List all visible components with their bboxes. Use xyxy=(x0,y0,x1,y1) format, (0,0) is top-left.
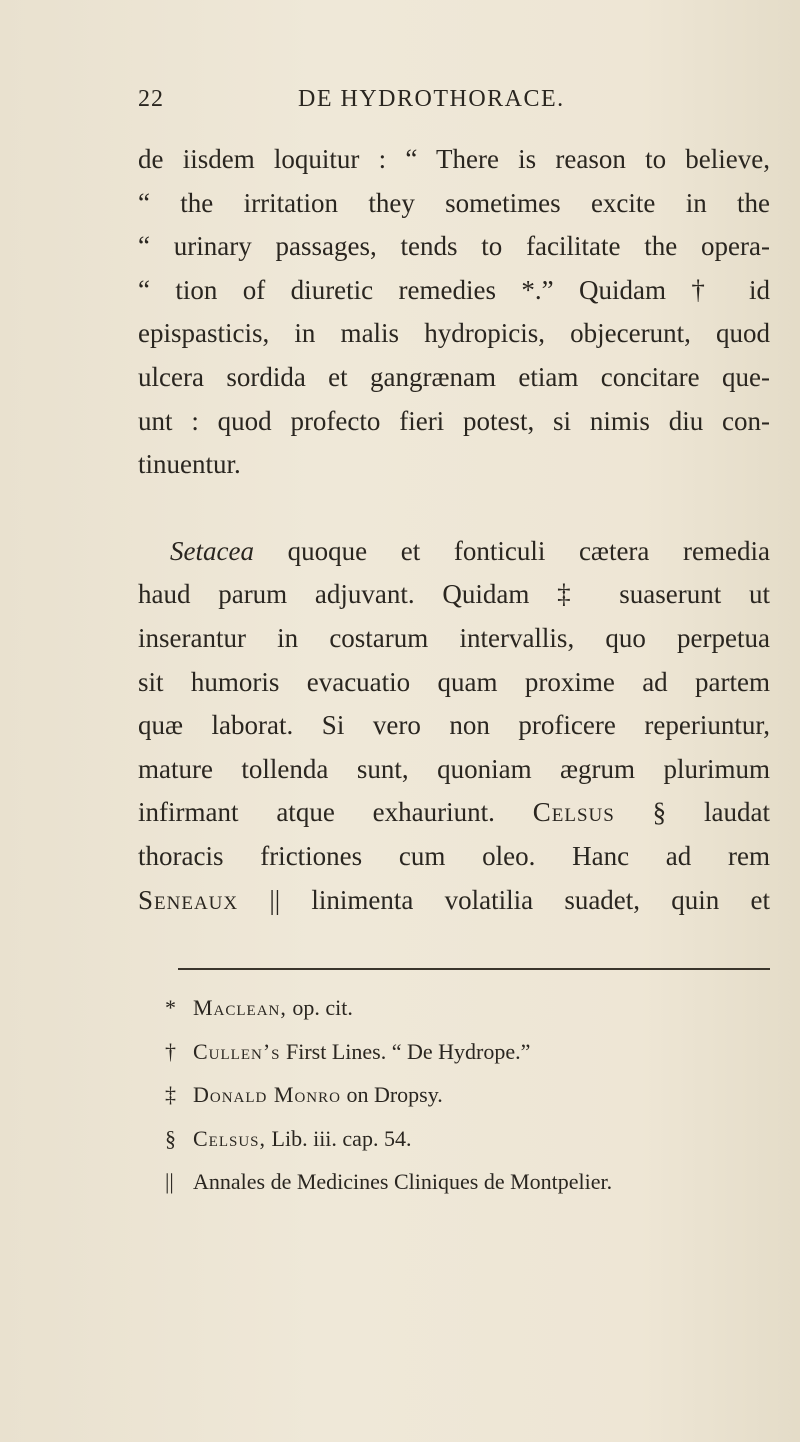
text-line: “ tion of diuretic remedies *.” Quidam † id xyxy=(138,274,770,305)
text-fragment: infirmant atque exhauriunt. xyxy=(138,797,495,828)
text-line: haud parum adjuvant. Quidam ‡ suaserunt ut xyxy=(138,579,770,610)
text-line: quæ laborat. Si vero non proficere reperiuntur, xyxy=(138,710,770,741)
text-fragment: § laudat xyxy=(614,797,770,828)
text-line: de iisdem loquitur : “ There is reason to believe, xyxy=(138,144,770,174)
footnote-text: op. cit. xyxy=(286,995,353,1020)
page-number: 22 xyxy=(138,86,164,112)
text-fragment: || linimenta volatilia suadet, quin et xyxy=(238,884,770,915)
footnote-text: on Dropsy. xyxy=(340,1082,443,1107)
text-line: ulcera sordida et gangrænam etiam concitare que- xyxy=(138,361,770,392)
text-line xyxy=(138,879,770,923)
footnote-author: Donald Monro xyxy=(193,1082,341,1107)
footnote-mark: † xyxy=(165,1038,176,1064)
text-line: unt : quod profecto fieri potest, si nimis diu con- xyxy=(138,405,770,436)
footnote-author: Celsus, xyxy=(193,1125,267,1151)
body-text xyxy=(138,138,770,922)
paragraph-gap xyxy=(138,487,770,530)
italic-term-setacea: Setacea xyxy=(170,535,254,566)
text-line xyxy=(138,791,770,835)
footnote xyxy=(165,1030,775,1074)
text-line: tinuentur. xyxy=(138,449,241,480)
text-line: “ urinary passages, tends to facilitate the opera- xyxy=(138,231,770,262)
page-header xyxy=(0,86,800,118)
text-line: “ the irritation they sometimes excite in the xyxy=(138,187,770,218)
footnote-rule xyxy=(178,968,770,970)
footnote-author: Maclean, xyxy=(193,995,287,1020)
text-line xyxy=(138,530,770,574)
footnote-mark: || xyxy=(165,1169,174,1194)
footnote-mark: § xyxy=(165,1125,176,1151)
author-celsus: Celsus xyxy=(532,797,615,828)
footnote xyxy=(165,986,775,1030)
text-line: inserantur in costarum intervallis, quo perpetua xyxy=(138,622,770,653)
footnote xyxy=(165,1073,775,1117)
text-line: sit humoris evacuatio quam proxime ad partem xyxy=(138,666,770,697)
footnote-text: First Lines. “ De Hydrope.” xyxy=(280,1038,531,1064)
text-fragment: quoque et fonticuli cætera remedia xyxy=(253,535,770,566)
text-line: mature tollenda sunt, quoniam ægrum plurimum xyxy=(138,753,770,784)
running-head: DE HYDROTHORACE. xyxy=(298,86,565,112)
footnote-author: Cullen’s xyxy=(193,1038,281,1064)
footnote-mark: ‡ xyxy=(165,1082,176,1107)
footnote xyxy=(165,1117,775,1161)
footnote-mark: * xyxy=(165,995,176,1020)
footnote-text: Annales de Medicines Cliniques de Montpelier. xyxy=(193,1169,613,1194)
author-seneaux: Seneaux xyxy=(138,884,239,915)
footnotes xyxy=(165,986,775,1204)
text-line: epispasticis, in malis hydropicis, objecerunt, quod xyxy=(138,318,770,349)
footnote xyxy=(165,1160,775,1204)
footnote-text: Lib. iii. cap. 54. xyxy=(266,1125,412,1151)
text-line: thoracis frictiones cum oleo. Hanc ad rem xyxy=(138,840,770,871)
